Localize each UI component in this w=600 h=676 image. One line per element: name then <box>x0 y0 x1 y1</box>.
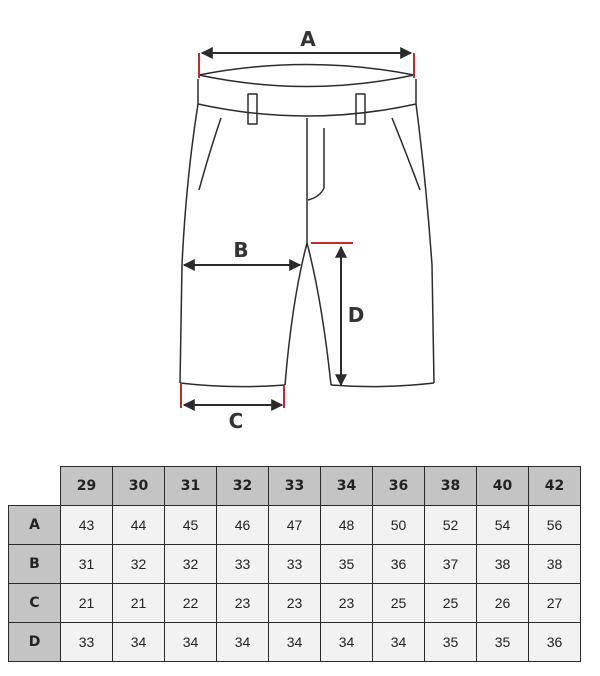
label-d: D <box>347 303 365 327</box>
table-cell: 37 <box>425 545 477 584</box>
table-cell: 46 <box>217 506 269 545</box>
table-row <box>9 545 581 584</box>
table-cell: 26 <box>477 584 529 623</box>
table-cell: 34 <box>269 623 321 662</box>
table-cell: 43 <box>61 506 113 545</box>
size-header-cell: 29 <box>61 467 113 506</box>
size-header-cell: 38 <box>425 467 477 506</box>
table-cell: 31 <box>61 545 113 584</box>
table-cell: 21 <box>61 584 113 623</box>
table-cell: 22 <box>165 584 217 623</box>
table-cell: 50 <box>373 506 425 545</box>
table-cell: 23 <box>217 584 269 623</box>
size-header-cell: 31 <box>165 467 217 506</box>
table-cell: 56 <box>529 506 581 545</box>
size-header-cell: 32 <box>217 467 269 506</box>
table-cell: 34 <box>373 623 425 662</box>
corner-cell <box>9 467 61 506</box>
table-cell: 34 <box>321 623 373 662</box>
table-cell: 34 <box>113 623 165 662</box>
table-cell: 21 <box>113 584 165 623</box>
table-cell: 36 <box>373 545 425 584</box>
measure-arrows <box>184 53 411 405</box>
table-cell: 35 <box>425 623 477 662</box>
row-label: D <box>9 623 61 662</box>
table-row <box>9 506 581 545</box>
table-cell: 34 <box>165 623 217 662</box>
table-cell: 25 <box>425 584 477 623</box>
table-cell: 25 <box>373 584 425 623</box>
table-cell: 36 <box>529 623 581 662</box>
size-header-cell: 40 <box>477 467 529 506</box>
table-cell: 44 <box>113 506 165 545</box>
table-cell: 33 <box>61 623 113 662</box>
table-row <box>9 623 581 662</box>
size-header-cell: 33 <box>269 467 321 506</box>
size-table <box>8 466 581 662</box>
table-cell: 38 <box>477 545 529 584</box>
table-cell: 27 <box>529 584 581 623</box>
size-header-cell: 34 <box>321 467 373 506</box>
size-header-cell: 36 <box>373 467 425 506</box>
table-cell: 45 <box>165 506 217 545</box>
table-cell: 35 <box>477 623 529 662</box>
table-cell: 34 <box>217 623 269 662</box>
size-header-cell: 30 <box>113 467 165 506</box>
table-cell: 23 <box>321 584 373 623</box>
table-row <box>9 584 581 623</box>
table-cell: 48 <box>321 506 373 545</box>
table-cell: 23 <box>269 584 321 623</box>
measure-markers <box>181 53 414 408</box>
size-header-row <box>9 467 581 506</box>
table-cell: 38 <box>529 545 581 584</box>
shorts-outline <box>180 65 434 387</box>
label-b: B <box>233 238 249 262</box>
row-label: C <box>9 584 61 623</box>
table-cell: 35 <box>321 545 373 584</box>
label-c: C <box>228 409 244 433</box>
table-cell: 54 <box>477 506 529 545</box>
label-a: A <box>300 27 316 51</box>
table-cell: 47 <box>269 506 321 545</box>
table-cell: 33 <box>217 545 269 584</box>
row-label: A <box>9 506 61 545</box>
table-cell: 33 <box>269 545 321 584</box>
table-cell: 32 <box>165 545 217 584</box>
table-cell: 52 <box>425 506 477 545</box>
table-cell: 32 <box>113 545 165 584</box>
row-label: B <box>9 545 61 584</box>
size-header-cell: 42 <box>529 467 581 506</box>
